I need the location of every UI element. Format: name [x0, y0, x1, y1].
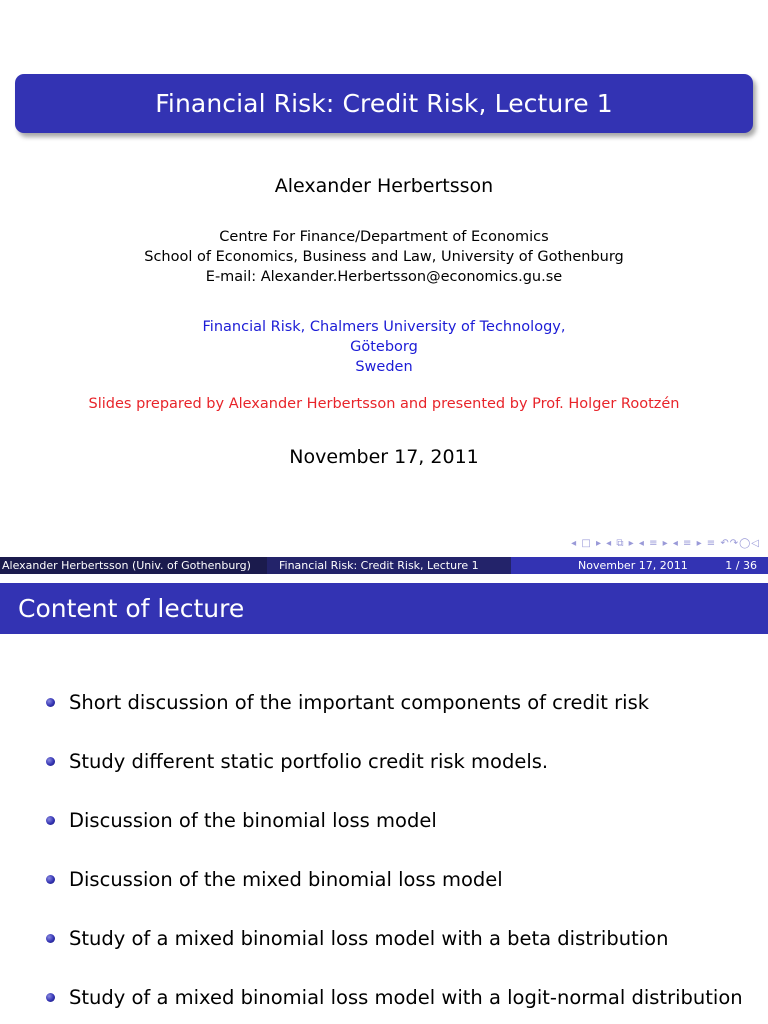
list-item: [46, 864, 503, 894]
institution-line: Göteborg: [350, 339, 418, 355]
affiliation-line: School of Economics, Business and Law, University of Gothenburg: [144, 249, 624, 265]
bullet-icon: [46, 875, 55, 884]
bullet-text: Study of a mixed binomial loss model with a beta distribution: [69, 926, 669, 950]
content-slide: [0, 574, 768, 1024]
presentation-date: November 17, 2011: [289, 446, 479, 468]
bullet-text: Discussion of the mixed binomial loss model: [69, 867, 503, 891]
institution-block: [0, 317, 768, 377]
institution-line: Financial Risk, Chalmers University of Technology,: [202, 319, 566, 335]
slide-title: Financial Risk: Credit Risk, Lecture 1: [155, 89, 613, 118]
prepared-by-note: Slides prepared by Alexander Herbertsson and presented by Prof. Holger Rootzén: [88, 396, 680, 412]
email-line: E-mail: Alexander.Herbertsson@economics.gu.se: [205, 269, 563, 285]
footer-date: November 17, 2011: [578, 559, 688, 572]
list-item: [46, 746, 548, 776]
footer-title: Financial Risk: Credit Risk, Lecture 1: [279, 559, 479, 572]
bullet-text: Short discussion of the important components of credit risk: [69, 690, 650, 714]
bullet-icon: [46, 698, 55, 707]
author-name: Alexander Herbertsson: [274, 175, 494, 197]
bullet-icon: [46, 934, 55, 943]
affiliation-line: Centre For Finance/Department of Economics: [219, 229, 549, 245]
footer-author: Alexander Herbertsson (Univ. of Gothenburg): [2, 559, 251, 572]
list-item: [46, 923, 668, 953]
bullet-text: Discussion of the binomial loss model: [69, 808, 437, 832]
footer-title-segment: [267, 557, 511, 574]
title-box: [15, 74, 753, 133]
bullet-text: Study of a mixed binomial loss model with a logit-normal distribution: [69, 985, 743, 1009]
bullet-icon: [46, 757, 55, 766]
list-item: [46, 982, 743, 1012]
footer-page-number: 1 / 36: [725, 559, 757, 572]
list-item: [46, 805, 437, 835]
bullet-icon: [46, 816, 55, 825]
frame-title-bar: [0, 583, 768, 634]
affiliation-block: [0, 227, 768, 287]
beamer-navigation-icons[interactable]: ◂ □ ▸ ◂ ⧉ ▸ ◂ ≡ ▸ ◂ ≡ ▸ ≡ ↶↷◯◁: [571, 538, 760, 549]
bullet-icon: [46, 993, 55, 1002]
list-item: [46, 687, 649, 717]
footer-date-segment: [511, 557, 768, 574]
institution-line: Sweden: [355, 359, 413, 375]
slide-footer: [0, 557, 768, 574]
bullet-text: Study different static portfolio credit risk models.: [69, 749, 549, 773]
frame-title: Content of lecture: [18, 594, 245, 623]
footer-author-segment: [0, 557, 267, 574]
